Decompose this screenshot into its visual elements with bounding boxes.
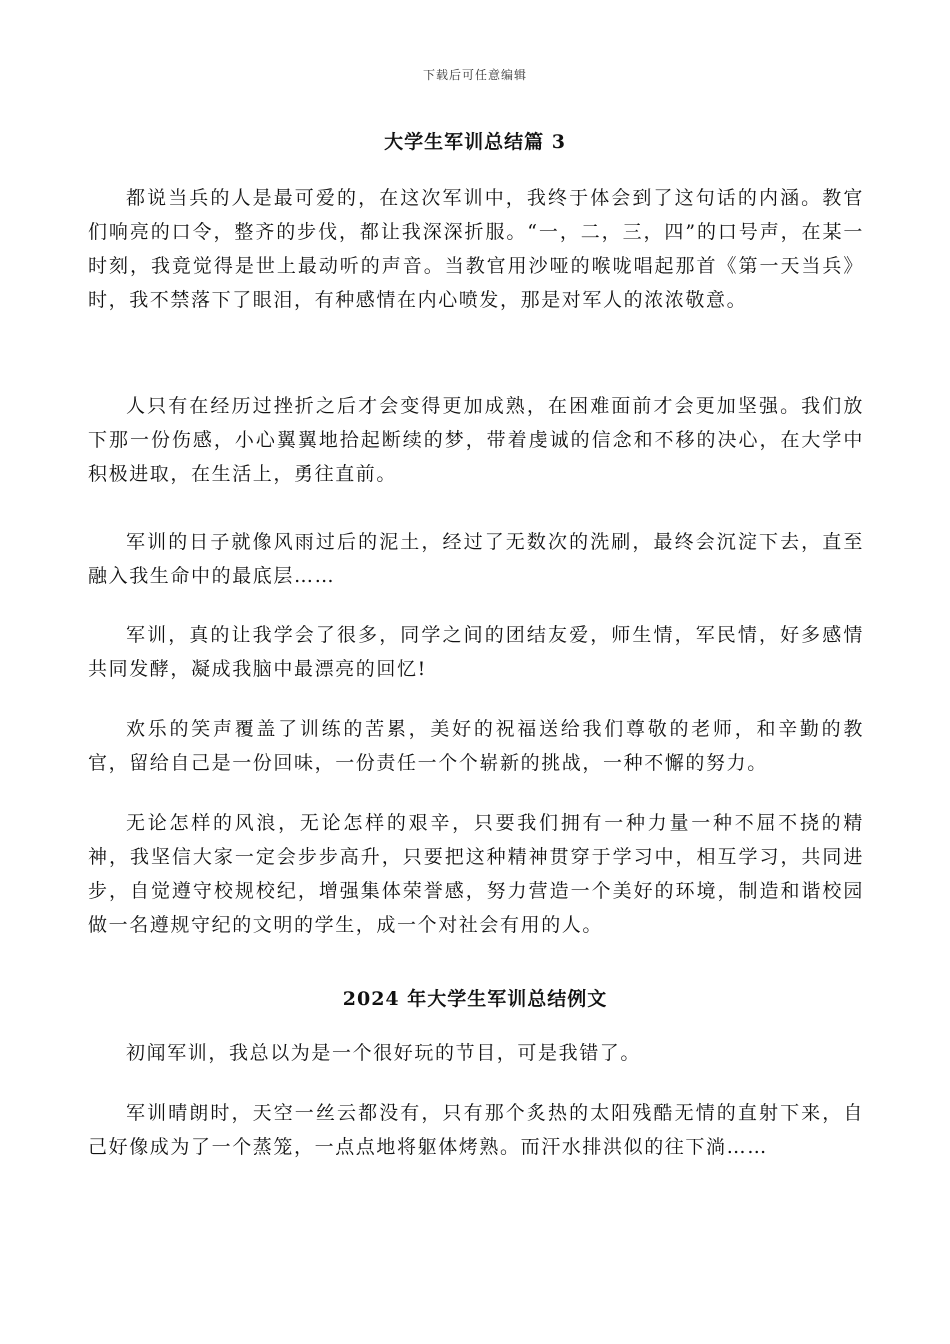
- section-1-paragraph-1: 都说当兵的人是最可爱的，在这次军训中，我终于体会到了这句话的内涵。教官们响亮的口令，整齐的步伐，都让我深深折服。“一，二，三，四”的口号声，在某一时刻，我竟觉得是世上最动听的声音。当教官用沙哑的喉咙唱起那首《第一天当兵》时，我不禁落下了眼泪，有种感情在内心喷发，那是对军人的浓浓敬意。: [88, 187, 864, 311]
- section-2-paragraph-1: 初闻军训，我总以为是一个很好玩的节目，可是我错了。: [126, 1042, 642, 1064]
- section-1-paragraph-6: 无论怎样的风浪，无论怎样的艰辛，只要我们拥有一种力量一种不屈不挠的精神，我坚信大家一定会步步高升，只要把这种精神贯穿于学习中，相互学习，共同进步，自觉遵守校规校纪，增强集体荣誉感，努力营造一个美好的环境，制造和谐校园做一名遵规守纪的文明的学生，成一个对社会有用的人。: [88, 812, 864, 936]
- section-2-paragraph-2: 军训晴朗时，天空一丝云都没有，只有那个炙热的太阳残酷无情的直射下来，自己好像成为了一个蒸笼，一点点地将躯体烤熟。而汗水排洪似的往下淌……: [88, 1102, 864, 1158]
- section-1-paragraph-5: 欢乐的笑声覆盖了训练的苦累，美好的祝福送给我们尊敬的老师，和辛勤的教官，留给自己是一份回味，一份责任一个个崭新的挑战，一种不懈的努力。: [88, 718, 864, 774]
- section-1-paragraph-4: 军训，真的让我学会了很多，同学之间的团结友爱，师生情，军民情，好多感情共同发酵，凝成我脑中最漂亮的回忆!: [88, 624, 864, 680]
- section-2-title: 2024 年大学生军训总结例文: [342, 988, 608, 1010]
- section-1-paragraph-2: 人只有在经历过挫折之后才会变得更加成熟，在困难面前才会更加坚强。我们放下那一份伤感，小心翼翼地拾起断续的梦，带着虔诚的信念和不移的决心，在大学中积极进取，在生活上，勇往直前。: [88, 395, 864, 485]
- download-note: 下载后可任意编辑: [422, 68, 527, 82]
- section-1-paragraph-3: 军训的日子就像风雨过后的泥土，经过了无数次的洗刷，最终会沉淀下去，直至融入我生命中的最底层……: [88, 531, 864, 587]
- section-1-title: 大学生军训总结篇 3: [384, 131, 566, 153]
